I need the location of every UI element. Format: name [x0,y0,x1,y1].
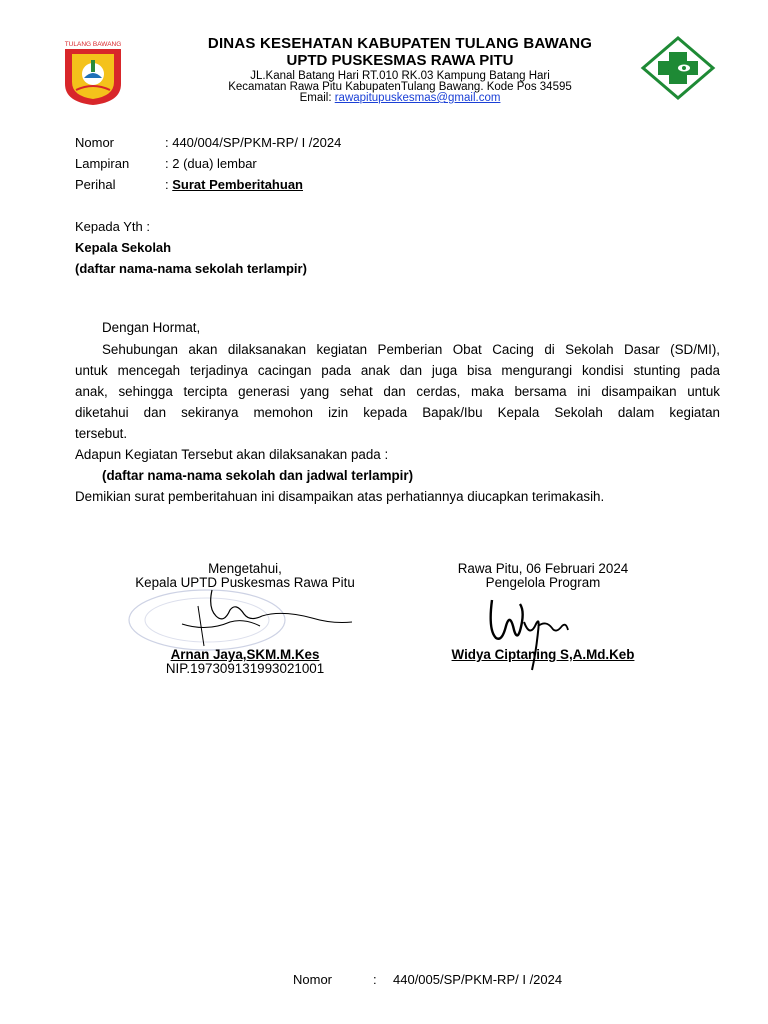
perihal-label: Perihal [75,177,116,192]
body-line-4: diketahui dan sekiranya memohon izin kepada Bapak/Ibu Kepala Sekolah dalam kegiatan [75,405,720,420]
greeting: Dengan Hormat, [102,320,201,335]
regency-logo [62,38,124,106]
left-sign-line-1: Mengetahui, [208,561,282,576]
left-sign-nip: NIP.197309131993021001 [165,661,325,676]
nomor-label: Nomor [75,135,115,150]
left-sign-name: Arnan Jaya,SKM.M.Kes [170,647,320,662]
right-sign-line-2: Pengelola Program [485,575,601,590]
left-sign-line-2: Kepala UPTD Puskesmas Rawa Pitu [135,575,355,590]
body-line-5: tersebut. [75,426,128,441]
perihal-row [165,177,303,192]
perihal-colon: : [165,177,173,192]
right-sign-line-1: Rawa Pitu, 06 Februari 2024 [457,561,629,576]
letterhead-address-1: JL.Kanal Batang Hari RT.010 RK.03 Kampung Batang Hari [250,70,550,82]
letterhead-title-1: DINAS KESEHATAN KABUPATEN TULANG BAWANG [207,35,593,52]
body-para-2: Adapun Kegiatan Tersebut akan dilaksanakan pada : [75,447,389,462]
body-para-2-note: (daftar nama-nama sekolah dan jadwal terlampir) [102,468,414,483]
logo-caption: TULANG BAWANG [64,41,122,48]
next-nomor-label: Nomor [293,972,333,987]
letterhead-title-2: UPTD PUSKESMAS RAWA PITU [286,52,514,69]
body-line-2: untuk mencegah terjadinya cacingan pada anak dan juga bisa mengurangi kondisi stunting pada [75,363,720,378]
body-line-1: Sehubungan akan dilaksanakan kegiatan Pemberian Obat Cacing di Sekolah Dasar (SD/MI), [102,342,720,357]
email-label: Email: [299,92,332,104]
right-sign-name: Widya Ciptaning S,A.Md.Keb [451,647,635,662]
recipient: Kepala Sekolah [75,240,172,255]
next-nomor-colon: : [373,972,377,987]
lampiran-value: : 2 (dua) lembar [165,156,257,171]
letterhead-address-2: Kecamatan Rawa Pitu KabupatenTulang Bawang. Kode Pos 34595 [228,81,572,93]
body-line-3: anak, sehingga tercipta generasi yang sehat dan cerdas, maka bersama ini disampaikan untuk [75,384,720,399]
perihal-value: Surat Pemberitahuan [172,177,303,192]
lampiran-label: Lampiran [75,156,130,171]
puskesmas-logo [640,36,716,100]
email-link[interactable]: rawapitupuskesmas@gmail.com [334,92,501,104]
nomor-value: : 440/004/SP/PKM-RP/ I /2024 [165,135,342,150]
letterhead-email-line [170,92,630,104]
kepada-yth: Kepada Yth : [75,219,150,234]
recipient-note: (daftar nama-nama sekolah terlampir) [75,261,307,276]
closing: Demikian surat pemberitahuan ini disampaikan atas perhatiannya diucapkan terimakasih. [75,489,605,504]
next-nomor-value: 440/005/SP/PKM-RP/ I /2024 [393,972,563,987]
